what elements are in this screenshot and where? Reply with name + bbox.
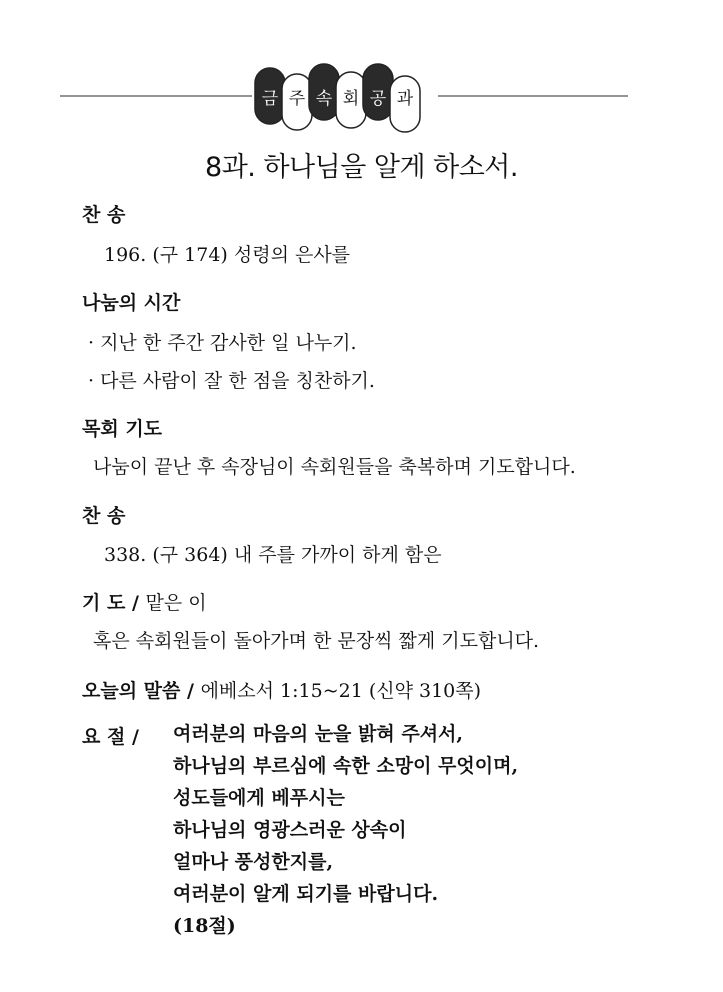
- lesson-title: 8과. 하나님을 알게 하소서.: [205, 152, 518, 183]
- prayer-heading: [82, 588, 207, 615]
- sharing-heading: 나눔의 시간: [82, 292, 181, 314]
- prayer-text: 혹은 속회원들이 돌아가며 한 문장씩 짧게 기도합니다.: [93, 630, 540, 652]
- hymn-heading: 찬 송: [82, 204, 126, 226]
- hymn-number-2: 338. (구 364) 내 주를 가까이 하게 함은: [104, 544, 442, 566]
- pastoral-prayer-heading: 목회 기도: [82, 418, 163, 440]
- scripture-reference: 에베소서 1:15~21 (신약 310쪽): [200, 680, 482, 702]
- lesson-header: [0, 60, 723, 140]
- key-verse-line: 하나님의 부르심에 속한 소망이 무엇이며,: [173, 755, 519, 777]
- todays-word-label: 오늘의 말씀 /: [82, 680, 194, 702]
- header-pill-letter: 속: [315, 89, 333, 109]
- key-verse-line: 여러분의 마음의 눈을 밝혀 주셔서,: [173, 723, 464, 745]
- pastoral-prayer-text: 나눔이 끝난 후 속장님이 속회원들을 축복하며 기도합니다.: [93, 456, 576, 478]
- sharing-item-2: · 다른 사람이 잘 한 점을 칭찬하기.: [88, 370, 375, 392]
- header-pill-letter: 주: [288, 89, 306, 109]
- header-pill-letter: 과: [396, 89, 414, 109]
- key-verse-heading: 요 절 /: [82, 726, 139, 748]
- header-pill-letter: 회: [342, 89, 360, 109]
- prayer-leader: 맡은 이: [145, 592, 207, 614]
- key-verse-citation: (18절): [173, 915, 236, 937]
- sharing-item-1: · 지난 한 주간 감사한 일 나누기.: [88, 332, 357, 354]
- hymn-number-1: 196. (구 174) 성령의 은사를: [104, 244, 351, 266]
- key-verse-text: [173, 718, 518, 942]
- key-verse-line: 얼마나 풍성한지를,: [173, 851, 334, 873]
- key-verse-line: 하나님의 영광스러운 상속이: [173, 819, 407, 841]
- prayer-heading-label: 기 도 /: [82, 592, 139, 614]
- key-verse-line: 성도들에게 베푸시는: [173, 787, 345, 809]
- todays-word-heading: [82, 676, 481, 703]
- hymn-heading-2: 찬 송: [82, 505, 126, 527]
- header-pill-letter: 금: [261, 89, 279, 109]
- header-ornament: [0, 60, 723, 140]
- key-verse-line: 여러분이 알게 되기를 바랍니다.: [173, 883, 439, 905]
- header-pill-letter: 공: [369, 89, 387, 109]
